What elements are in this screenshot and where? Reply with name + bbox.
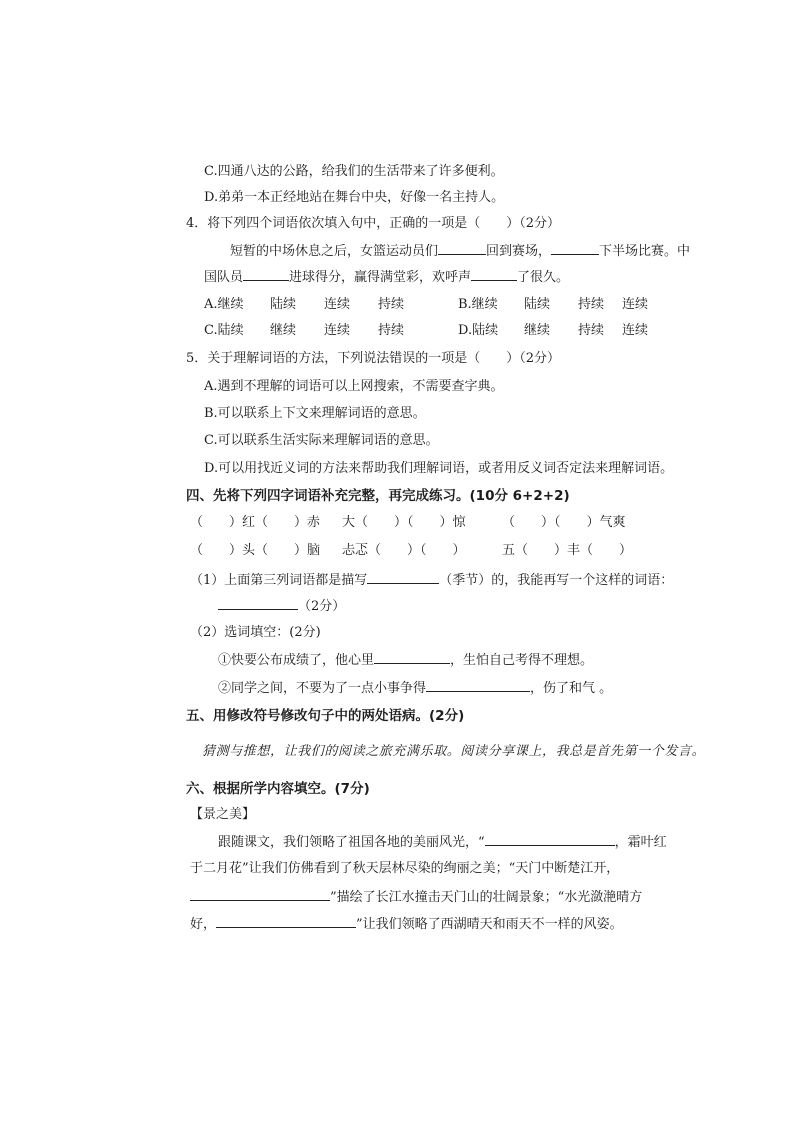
- sub1-text: （1）上面第三列词语都是描写: [190, 573, 368, 588]
- sub-question-1: [190, 571, 673, 590]
- blank: [216, 915, 356, 928]
- fill-text: ，生怕自己考得不理想。: [450, 653, 594, 668]
- blank: [243, 268, 289, 281]
- option-word: 陆续: [524, 297, 551, 312]
- q4-options-cd: [204, 322, 648, 340]
- blank: [426, 679, 530, 692]
- poem-line-1: [218, 833, 667, 852]
- option-word: 持续: [578, 297, 605, 312]
- idiom-cell: 五（ ）丰（ ）: [502, 543, 633, 558]
- poem-text: ，霜叶红: [614, 835, 667, 850]
- score: （2分）: [298, 599, 346, 614]
- q5-option-c: C.可以联系生活实际来理解词语的意思。: [204, 433, 439, 448]
- option-word: D.陆续: [458, 323, 499, 338]
- fill-item-1: [218, 651, 593, 670]
- sub-question-2: （2）选词填空：(2分): [190, 625, 321, 640]
- idiom-row-1: [190, 514, 626, 532]
- poem-line-4: [190, 915, 623, 934]
- poem-text: ”让我们领略了西湖晴天和雨天不一样的风姿。: [356, 917, 623, 932]
- q4-text: 短暂的中场休息之后，女篮运动员们: [230, 244, 439, 259]
- blank: [218, 597, 298, 610]
- blank: [190, 888, 330, 901]
- q3-option-c: C.四通八达的公路，给我们的生活带来了许多便利。: [204, 164, 504, 179]
- blank: [485, 833, 615, 846]
- section-four-title: 四、先将下列四字词语补充完整，再完成练习。(10分 6+2+2): [186, 488, 570, 504]
- blank: [438, 242, 486, 255]
- poem-text: 好，: [190, 917, 217, 932]
- blank: [367, 571, 439, 584]
- q4-text: 回到赛场，: [486, 244, 552, 259]
- poem-text: 跟随课文，我们领略了祖国各地的美丽风光，“: [218, 835, 485, 850]
- sub-question-1-answer: [218, 597, 345, 616]
- idiom-row-2: [190, 542, 632, 560]
- idiom-cell: （ ）红（ ）赤: [190, 515, 321, 530]
- q5-stem: 5．关于理解词语的方法，下列说法错误的一项是（ ）（2分）: [186, 351, 561, 366]
- idiom-cell: （ ）头（ ）脑: [190, 543, 321, 558]
- option-word: B.继续: [458, 297, 498, 312]
- q4-text: 了很久。: [517, 270, 570, 285]
- section-five-title: 五、用修改符号修改句子中的两处语病。(2分): [186, 708, 465, 724]
- q4-passage-line2: [204, 268, 569, 287]
- blank: [551, 242, 599, 255]
- option-word: 连续: [324, 323, 351, 338]
- fill-text: ①快要公布成绩了，他心里: [218, 653, 375, 668]
- option-word: 持续: [378, 297, 405, 312]
- option-word: 陆续: [270, 297, 297, 312]
- option-word: 继续: [270, 323, 297, 338]
- blank: [374, 651, 450, 664]
- fill-text: ②同学之间，不要为了一点小事争得: [218, 681, 427, 696]
- blank: [471, 268, 517, 281]
- option-word: 连续: [622, 323, 649, 338]
- q4-stem: 4．将下列四个词语依次填入句中，正确的一项是（ ）（2分）: [186, 216, 561, 231]
- q4-text: 进球得分，赢得满堂彩，欢呼声: [289, 270, 472, 285]
- q4-text: 下半场比赛。中: [599, 244, 691, 259]
- option-word: 继续: [524, 323, 551, 338]
- section-six-title: 六、根据所学内容填空。(7分): [186, 781, 370, 797]
- q4-options-ab: [204, 296, 648, 314]
- sub1-text: （季节）的，我能再写一个这样的词语：: [439, 573, 674, 588]
- option-word: A.继续: [204, 297, 244, 312]
- q3-option-d: D.弟弟一本正经地站在舞台中央，好像一名主持人。: [204, 190, 505, 205]
- option-word: C.陆续: [204, 323, 244, 338]
- fill-text: ，伤了和气 。: [530, 681, 613, 696]
- q5-option-b: B.可以联系上下文来理解词语的意思。: [204, 406, 426, 421]
- idiom-cell: 忐忑（ ）（ ）: [342, 543, 466, 558]
- idiom-cell: 大（ ）（ ）惊: [342, 515, 466, 530]
- option-word: 持续: [378, 323, 405, 338]
- sentence-to-correct: 猜测与推想，让我们的阅读之旅充满乐取。阅读分享课上，我总是首先第一个发言。: [202, 744, 706, 759]
- q4-text: 国队员: [204, 270, 244, 285]
- poem-line-3: [190, 888, 642, 907]
- idiom-cell: （ ）（ ）气爽: [502, 515, 626, 530]
- q4-passage-line1: [230, 242, 690, 261]
- q5-option-a: A.遇到不理解的词语可以上网搜索，不需要查字典。: [204, 379, 504, 394]
- option-word: 持续: [578, 323, 605, 338]
- fill-item-2: [218, 679, 612, 698]
- poem-line-2: 于二月花”让我们仿佛看到了秋天层林尽染的绚丽之美；“天门中断楚江开，: [190, 861, 620, 876]
- poem-text: ”描绘了长江水撞击天门山的壮阔景象；“水光潋滟晴方: [330, 890, 643, 905]
- option-word: 连续: [622, 297, 649, 312]
- option-word: 连续: [324, 297, 351, 312]
- q5-option-d: D.可以用找近义词的方法来帮助我们理解词语，或者用反义词否定法来理解词语。: [204, 461, 674, 476]
- section-six-tag: 【景之美】: [190, 807, 256, 822]
